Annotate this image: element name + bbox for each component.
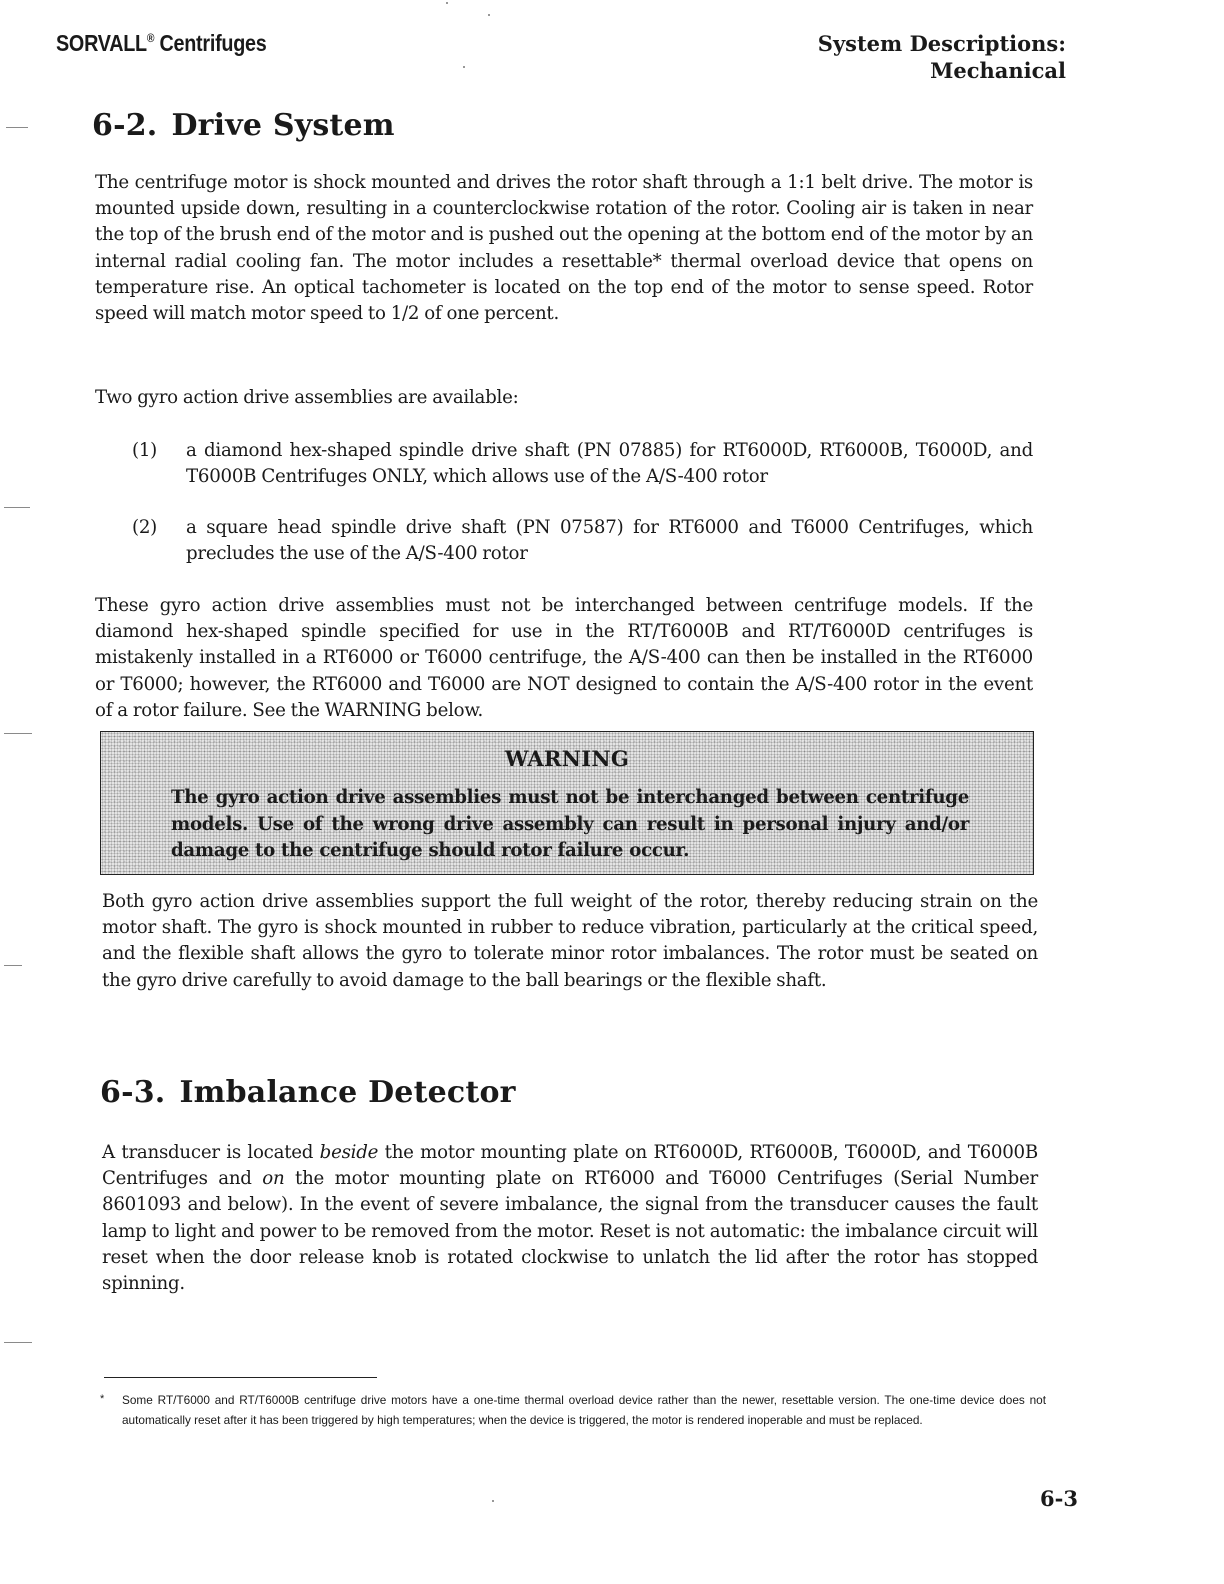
section-title: Drive System (171, 108, 395, 143)
scan-mark (4, 507, 30, 508)
brand-header (56, 30, 267, 57)
drive-system-intro-paragraph: The centrifuge motor is shock mounted and drives the rotor shaft through a 1:1 belt drive. The motor is mounted upside down, resulting in a counterclockwise rotation of the rotor. Cooling air is taken in near the top of the brush end of the motor and is pushed out the opening at the bottom end of the motor by an internal radial cooling fan. The motor includes a resettable* thermal overload device that opens on temperature rise. An optical tachometer is located on the top end of the motor to sense speed. Rotor speed will match motor speed to 1/2 of one percent. (95, 172, 1033, 325)
scan-mark (6, 127, 28, 128)
section-title: Imbalance Detector (179, 1075, 516, 1110)
footnote (100, 1391, 1046, 1430)
list-item (132, 515, 1033, 567)
scan-speck (492, 1500, 494, 1502)
section-header-line2: Mechanical (930, 58, 1066, 83)
scan-mark (4, 1342, 32, 1343)
section-header (746, 30, 1066, 84)
section-number: 6-3. (100, 1075, 166, 1110)
scan-speck (463, 66, 465, 68)
scan-speck (446, 2, 448, 4)
scan-mark (4, 965, 22, 966)
scan-speck (488, 14, 490, 16)
drive-assemblies-lead-paragraph: Two gyro action drive assemblies are available: (95, 387, 519, 408)
page-number: 6-3 (1040, 1486, 1078, 1511)
imbalance-text-part3: the motor mounting plate on RT6000 and T6000 Centrifuges (Serial Number 8601093 and below). In the event of severe imbalance, the signal from the transducer causes the fault lamp to light and power to be removed from the motor. Reset is not automatic: the imbalance circuit will reset when the door release knob is rotated clockwise to unlatch the lid after the rotor has stopped spinning. (102, 1168, 1038, 1295)
list-marker: (1) (132, 440, 158, 461)
interchange-paragraph: These gyro action drive assemblies must not be interchanged between centrifuge models. If the diamond hex-shaped spindle specified for use in the RT/T6000B and RT/T6000D centrifuges is mistakenly installed in a RT6000 or T6000 centrifuge, the A/S-400 can then be installed in the RT6000 or T6000; however, the RT6000 and T6000 are NOT designed to contain the A/S-400 rotor in the event of a rotor failure. See the WARNING below. (95, 595, 1033, 721)
section-heading-imbalance-detector (100, 1075, 516, 1110)
gyro-support-paragraph: Both gyro action drive assemblies support the full weight of the rotor, thereby reducing strain on the motor shaft. The gyro is shock mounted in rubber to reduce vibration, particularly at the critical speed, and the flexible shaft allows the gyro to tolerate minor rotor imbalances. The rotor must be seated on the gyro drive carefully to avoid damage to the ball bearings or the flexible shaft. (102, 891, 1038, 991)
section-heading-drive-system (92, 108, 395, 143)
brand-name: SORVALL (56, 30, 147, 56)
emphasis-on: on (262, 1168, 285, 1190)
brand-suffix: Centrifuges (159, 30, 267, 56)
section-number: 6-2. (92, 108, 158, 143)
footnote-rule (104, 1377, 377, 1378)
imbalance-detector-paragraph (102, 1140, 1038, 1297)
section-header-line1: System Descriptions: (817, 31, 1066, 56)
footnote-marker: * (100, 1393, 105, 1405)
registered-mark: ® (146, 31, 155, 45)
list-item-text: a diamond hex-shaped spindle drive shaft (PN 07885) for RT6000D, RT6000B, T6000D, and T6000B Centrifuges ONLY, which allows use of the A/S-400 rotor (186, 440, 1033, 488)
list-marker: (2) (132, 517, 158, 538)
scan-mark (4, 733, 32, 734)
imbalance-text-part1: A transducer is located (102, 1142, 320, 1163)
list-item (132, 438, 1033, 490)
list-item-text: a square head spindle drive shaft (PN 07587) for RT6000 and T6000 Centrifuges, which precludes the use of the A/S-400 rotor (186, 517, 1033, 565)
warning-text: The gyro action drive assemblies must not be interchanged between centrifuge models. Use of the wrong drive assembly can result in personal injury and/or damage to the centrifuge should rotor failure occur. (171, 787, 969, 861)
emphasis-beside: beside (319, 1142, 379, 1163)
warning-title: WARNING (504, 746, 630, 771)
warning-box (100, 731, 1034, 875)
imbalance-text-part2: the motor mounting plate on RT6000D, RT6000B, T6000D, and T6000B Centrifuges and (102, 1142, 1038, 1190)
footnote-text: Some RT/T6000 and RT/T6000B centrifuge drive motors have a one-time thermal overload device rather than the newer, resettable version. The one-time device does not automatically reset after it has been triggered by high temperatures; when the device is triggered, the motor is rendered inoperable and must be replaced. (122, 1393, 1046, 1427)
